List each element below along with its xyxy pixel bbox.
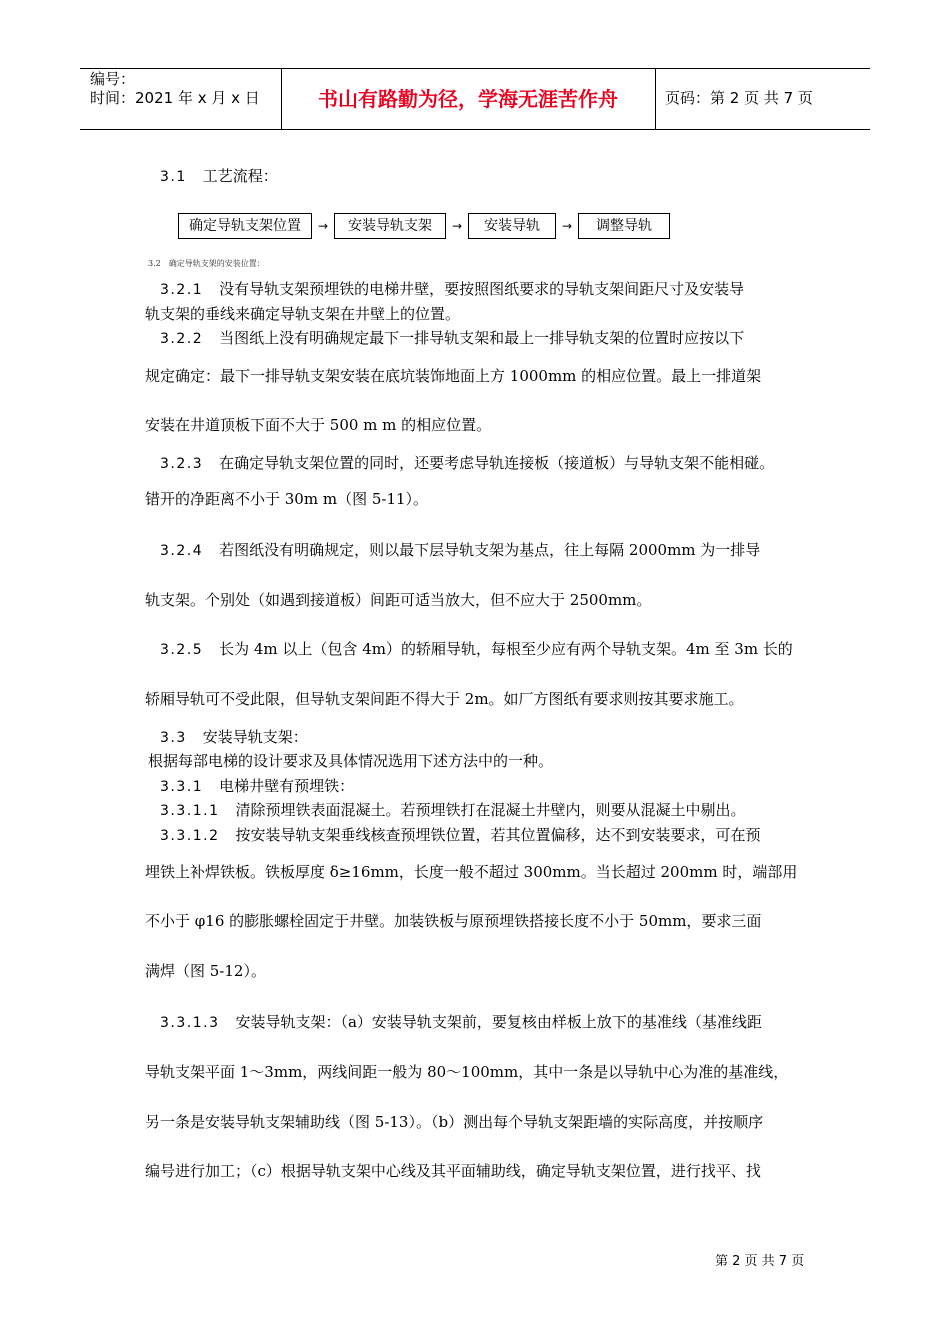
process-flow-chart — [178, 212, 670, 240]
para-3-2-4-line-1 — [160, 540, 760, 561]
flow-step-2: 安装导轨支架 — [334, 213, 446, 239]
para-3-2-2-line-3: 安装在井道顶板下面不大于 500 m m 的相应位置。 — [145, 416, 492, 434]
header-meta — [90, 70, 260, 108]
para-number: 3.3.1.2 — [160, 828, 220, 844]
para-text: 没有导轨支架预埋铁的电梯井壁，要按照图纸要求的导轨支架间距尺寸及安装导 — [219, 280, 745, 298]
para-text: 在确定导轨支架位置的同时，还要考虑导轨连接板（接道板）与导轨支架不能相碰。 — [219, 454, 775, 472]
para-text: 安装导轨支架：（a）安装导轨支架前，要复核由样板上放下的基准线（基准线距 — [235, 1013, 762, 1031]
header-bottom-rule — [80, 129, 870, 130]
para-3-2-3-line-1 — [160, 453, 774, 474]
section-title: 安装导轨支架： — [202, 728, 308, 746]
section-3-3-heading — [160, 727, 308, 748]
flow-step-4: 调整导轨 — [578, 213, 670, 239]
para-text: 按安装导轨支架垂线核查预埋铁位置，若其位置偏移，达不到安装要求，可在预 — [235, 826, 761, 844]
para-number: 3.2.1 — [160, 282, 204, 298]
flow-arrow-icon: → — [561, 219, 573, 233]
para-3-3-1-3-line-2: 导轨支架平面 1～3mm，两线间距一般为 80～100mm，其中一条是以导轨中心为准的基准线， — [145, 1063, 789, 1081]
section-number: 3.3 — [160, 730, 187, 746]
header-divider-right — [655, 68, 656, 129]
header-time: 时间：2021 年 x 月 x 日 — [90, 89, 260, 107]
para-3-2-3-line-2: 错开的净距离不小于 30m m（图 5-11）。 — [145, 490, 429, 508]
para-3-2-1-line-2: 轨支架的垂线来确定导轨支架在井壁上的位置。 — [145, 305, 461, 323]
footer-page-number: 第 2 页 共 7 页 — [715, 1254, 805, 1269]
para-number: 3.3.1 — [160, 779, 204, 795]
para-text: 电梯井壁有预埋铁： — [219, 777, 355, 795]
flow-step-3: 安装导轨 — [468, 213, 556, 239]
para-number: 3.3.1.1 — [160, 803, 220, 819]
header-top-rule — [80, 68, 870, 69]
flow-arrow-icon: → — [451, 219, 463, 233]
para-3-3-1-2-line-3: 不小于 φ16 的膨胀螺栓固定于井壁。加装铁板与原预埋铁搭接长度不小于 50mm，要求三面 — [145, 912, 762, 930]
para-3-3-1-3-line-4: 编号进行加工；（c）根据导轨支架中心线及其平面辅助线，确定导轨支架位置，进行找平、找 — [145, 1162, 761, 1180]
para-3-3-1-3-line-3: 另一条是安装导轨支架辅助线（图 5-13）。（b）测出每个导轨支架距墙的实际高度，并按顺序 — [145, 1113, 764, 1131]
para-3-2-1-line-1 — [160, 279, 744, 300]
para-text: 若图纸没有明确规定，则以最下层导轨支架为基点，往上每隔 2000mm 为一排导 — [219, 541, 761, 559]
para-number: 3.2.5 — [160, 642, 204, 658]
para-number: 3.2.4 — [160, 543, 204, 559]
section-title: 工艺流程： — [202, 167, 278, 185]
header-code: 编号： — [90, 70, 136, 88]
para-3-2-5-line-1 — [160, 639, 793, 660]
para-3-2-5-line-2: 轿厢导轨可不受此限，但导轨支架间距不得大于 2m。如厂方图纸有要求则按其要求施工。 — [145, 690, 744, 708]
para-3-2-2-line-2: 规定确定：最下一排导轨支架安装在底坑装饰地面上方 1000mm 的相应位置。最上一排道架 — [145, 367, 762, 385]
flow-step-1: 确定导轨支架位置 — [178, 213, 312, 239]
para-3-3-1 — [160, 776, 354, 797]
flow-arrow-icon: → — [317, 219, 329, 233]
header-motto: 书山有路勤为径，学海无涯苦作舟 — [318, 87, 618, 111]
para-text: 清除预埋铁表面混凝土。若预埋铁打在混凝土井壁内，则要从混凝土中剔出。 — [235, 801, 746, 819]
section-3-1-heading — [160, 166, 278, 187]
para-number: 3.2.3 — [160, 456, 204, 472]
header-page-number: 页码：第 2 页 共 7 页 — [665, 89, 813, 107]
para-text: 长为 4m 以上（包含 4m）的轿厢导轨，每根至少应有两个导轨支架。4m 至 3m 长的 — [219, 640, 793, 658]
para-3-3-1-2-line-4: 满焊（图 5-12）。 — [145, 962, 266, 980]
section-3-2-heading: 3.2 确定导轨支架的安装位置： — [148, 259, 265, 268]
para-3-3-1-1 — [160, 800, 746, 821]
para-3-2-2-line-1 — [160, 328, 744, 349]
para-3-3-1-2-line-1 — [160, 825, 761, 846]
para-3-3-intro: 根据每部电梯的设计要求及具体情况选用下述方法中的一种。 — [148, 752, 554, 770]
para-3-3-1-2-line-2: 埋铁上补焊铁板。铁板厚度 δ≥16mm，长度一般不超过 300mm。当长超过 200mm 时，端部用 — [145, 863, 798, 881]
section-number: 3.1 — [160, 169, 187, 185]
para-number: 3.2.2 — [160, 331, 204, 347]
para-3-3-1-3-line-1 — [160, 1012, 762, 1033]
para-3-2-4-line-2: 轨支架。个别处（如遇到接道板）间距可适当放大，但不应大于 2500mm。 — [145, 591, 652, 609]
para-number: 3.3.1.3 — [160, 1015, 220, 1031]
para-text: 当图纸上没有明确规定最下一排导轨支架和最上一排导轨支架的位置时应按以下 — [219, 329, 745, 347]
